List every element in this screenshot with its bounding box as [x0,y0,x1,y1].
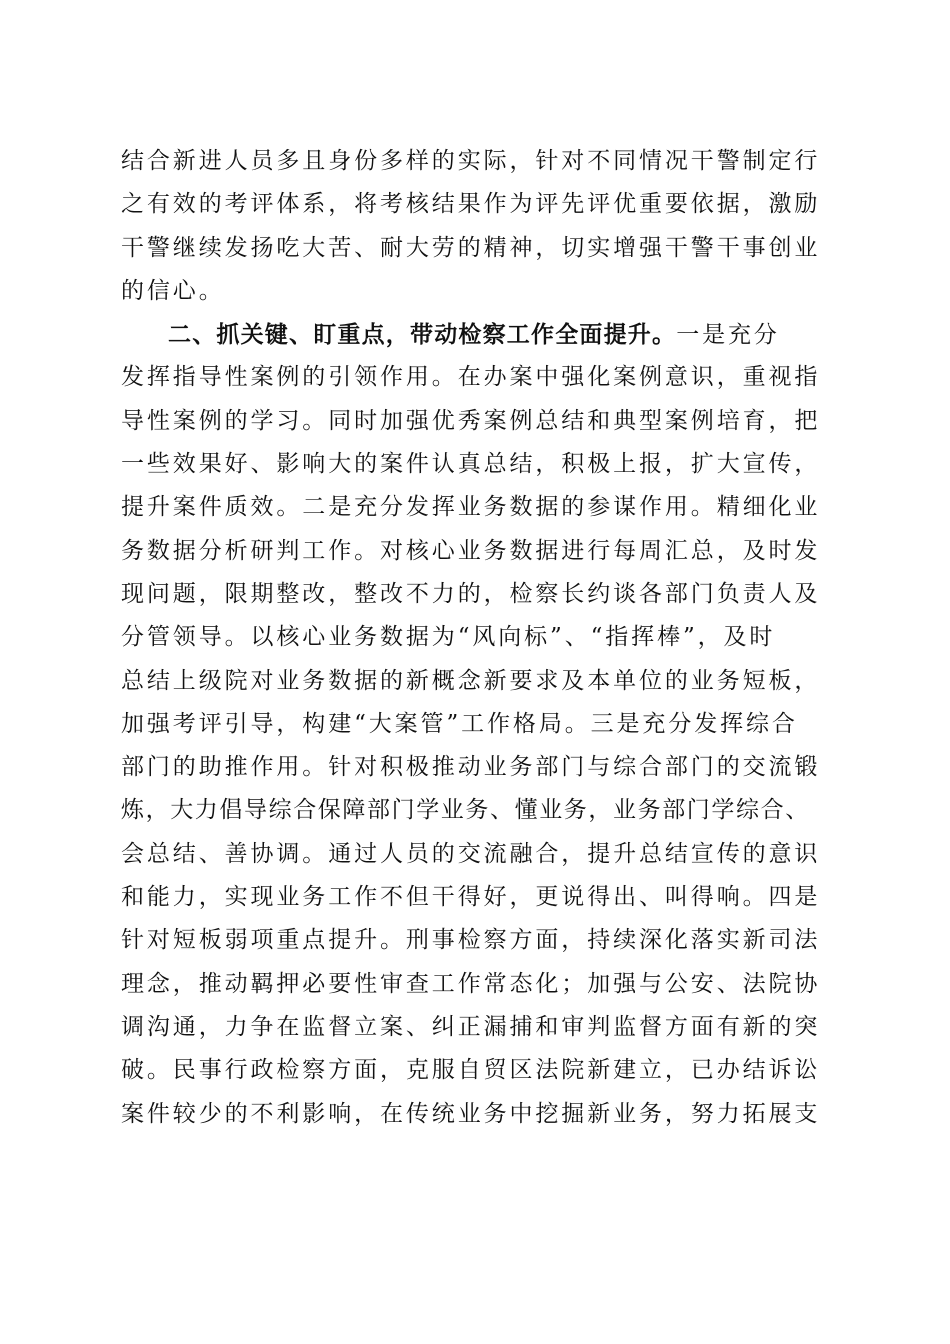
paragraph-2-line: 炼，大力倡导综合保障部门学业务、懂业务，业务部门学综合、 [121,797,810,824]
paragraph-1-line: 结合新进人员多且身份多样的实际，针对不同情况干警制定行 [121,148,821,174]
paragraph-2-line: 加强考评引导，构建“大案管”工作格局。三是充分发挥综合 [121,710,798,737]
paragraph-2-line: 务数据分析研判工作。对核心业务数据进行每周汇总，及时发 [121,537,821,564]
paragraph-2-line: 案件较少的不利影响，在传统业务中挖掘新业务，努力拓展支 [121,1100,821,1127]
paragraph-2-line: 会总结、善协调。通过人员的交流融合，提升总结宣传的意识 [121,840,821,867]
paragraph-2-line: 理念，推动羁押必要性审查工作常态化；加强与公安、法院协 [121,970,821,997]
paragraph-2-line: 提升案件质效。二是充分发挥业务数据的参谋作用。精细化业 [121,494,821,521]
paragraph-1-line: 干警继续发扬吃大苦、耐大劳的精神，切实增强干警干事创业 [121,234,821,261]
paragraph-1-line: 的信心。 [121,277,225,304]
paragraph-2-line: 导性案例的学习。同时加强优秀案例总结和典型案例培育，把 [121,407,821,434]
paragraph-2-line: 发挥指导性案例的引领作用。在办案中强化案例意识，重视指 [121,364,821,391]
paragraph-2-line-rest: 一是充分 [676,322,780,349]
paragraph-2-line: 一些效果好、影响大的案件认真总结，积极上报，扩大宣传， [121,451,821,478]
paragraph-2-line: 调沟通，力争在监督立案、纠正漏捕和审判监督方面有新的突 [121,1013,821,1040]
paragraph-2-line: 分管领导。以核心业务数据为“风向标”、“指挥棒”，及时 [121,624,776,651]
paragraph-2-line: 针对短板弱项重点提升。刑事检察方面，持续深化落实新司法 [121,927,821,954]
paragraph-2-line: 部门的助推作用。针对积极推动业务部门与综合部门的交流锻 [121,754,821,781]
paragraph-1-line: 之有效的考评体系，将考核结果作为评先评优重要依据，激励 [121,191,821,218]
section-heading: 二、抓关键、盯重点，带动检察工作全面提升。 [168,321,677,349]
paragraph-2-line: 和能力，实现业务工作不但干得好，更说得出、叫得响。四是 [121,884,821,911]
paragraph-2-first-line [121,313,861,356]
paragraph-2-line: 总结上级院对业务数据的新概念新要求及本单位的业务短板， [121,667,821,694]
paragraph-2-line: 破。民事行政检察方面，克服自贸区法院新建立，已办结诉讼 [121,1057,821,1084]
paragraph-2-line: 现问题，限期整改，整改不力的，检察长约谈各部门负责人及 [121,580,821,607]
body-text [121,140,861,1136]
